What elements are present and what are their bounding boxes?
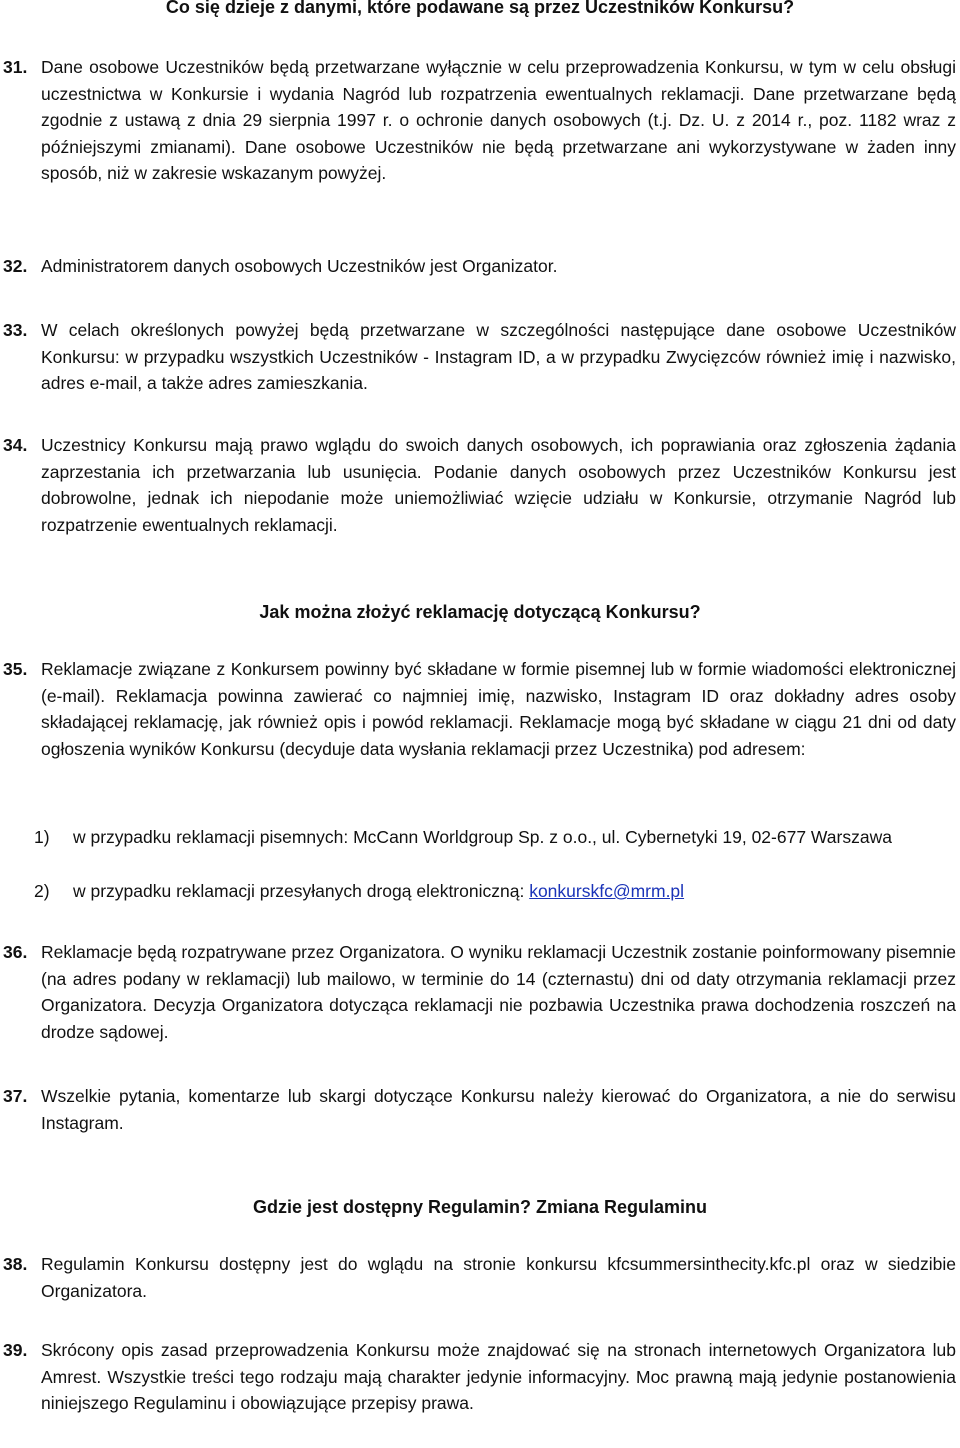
paragraph-number: 32. — [3, 256, 28, 276]
paragraph-35 — [0, 656, 956, 762]
list-text: w przypadku reklamacji przesyłanych drogą elektroniczną: — [73, 881, 530, 901]
paragraph-number: 34. — [3, 435, 28, 455]
list-number: 1) — [34, 827, 50, 847]
list-number: 2) — [34, 881, 50, 901]
paragraph-number: 37. — [3, 1086, 28, 1106]
list-item-2 — [0, 878, 956, 905]
paragraph-text: Wszelkie pytania, komentarze lub skargi dotyczące Konkursu należy kierować do Organizatora, a nie do serwisu Instagram. — [41, 1086, 956, 1133]
paragraph-text: Reklamacje związane z Konkursem powinny być składane w formie pisemnej lub w formie wiadomości elektronicznej (e-mail). Reklamacja powinna zawierać co najmniej imię, nazwisko, Instagram ID oraz dokładny adres osoby składającej reklamację, jak również opis i powód reklamacji. Reklamacje mogą być składane w ciągu 21 dni od daty ogłoszenia wyników Konkursu (decyduje data wysłania reklamacji przez Uczestnika) pod adresem: — [41, 659, 956, 759]
paragraph-number: 38. — [3, 1254, 28, 1274]
paragraph-31 — [0, 54, 956, 187]
list-item-1 — [0, 824, 956, 851]
paragraph-text: Regulamin Konkursu dostępny jest do wglądu na stronie konkursu kfcsummersinthecity.kfc.pl oraz w siedzibie Organizatora. — [41, 1254, 956, 1301]
paragraph-text: W celach określonych powyżej będą przetwarzane w szczególności następujące dane osobowe Uczestników Konkursu: w przypadku wszystkich Uczestników - Instagram ID, a w przypadku Zwycięzców również imię i nazwisko, adres e-mail, a także adres zamieszkania. — [41, 320, 956, 394]
email-link[interactable]: konkurskfc@mrm.pl — [529, 881, 685, 901]
paragraph-text: Reklamacje będą rozpatrywane przez Organizatora. O wyniku reklamacji Uczestnik zostanie poinformowany pisemnie (na adres podany w reklamacji) lub mailowo, w terminie do 14 (czternastu) dni od daty otrzymania reklamacji przez Organizatora. Decyzja Organizatora dotycząca reklamacji nie pozbawia Uczestnika prawa dochodzenia roszczeń na drodze sądowej. — [41, 942, 956, 1042]
paragraph-text: Skrócony opis zasad przeprowadzenia Konkursu może znajdować się na stronach internetowych Organizatora lub Amrest. Wszystkie treści tego rodzaju mają charakter jedynie informacyjny. Moc prawną mają jedynie postanowienia niniejszego Regulaminu i obowiązujące przepisy prawa. — [41, 1340, 956, 1414]
paragraph-37 — [0, 1083, 956, 1136]
section-heading-complaints: Jak można złożyć reklamację dotyczącą Konkursu? — [259, 602, 701, 622]
paragraph-32 — [0, 253, 956, 280]
section-heading-regulations: Gdzie jest dostępny Regulamin? Zmiana Regulaminu — [252, 1197, 708, 1217]
paragraph-39 — [0, 1337, 956, 1417]
list-text: w przypadku reklamacji pisemnych: McCann Worldgroup Sp. z o.o., ul. Cybernetyki 19, 02-677 Warszawa — [73, 827, 892, 847]
paragraph-34 — [0, 432, 956, 538]
paragraph-number: 39. — [3, 1340, 28, 1360]
paragraph-text: Administratorem danych osobowych Uczestników jest Organizator. — [41, 256, 558, 276]
paragraph-text: Uczestnicy Konkursu mają prawo wglądu do swoich danych osobowych, ich poprawiania oraz zgłoszenia żądania zaprzestania ich przetwarzania lub usunięcia. Podanie danych osobowych przez Uczestników Konkursu jest dobrowolne, jednak ich niepodanie może uniemożliwiać wzięcie udziału w Konkursie, otrzymanie Nagród lub rozpatrzenie ewentualnych reklamacji. — [41, 435, 956, 535]
paragraph-text: Dane osobowe Uczestników będą przetwarzane wyłącznie w celu przeprowadzenia Konkursu, w tym w celu obsługi uczestnictwa w Konkursie i wydania Nagród lub rozpatrzenia ewentualnych reklamacji. Dane przetwarzane będą zgodnie z ustawą z dnia 29 sierpnia 1997 r. o ochronie danych osobowych (t.j. Dz. U. z 2014 r., poz. 1182 wraz z późniejszymi zmianami). Dane osobowe Uczestników nie będą przetwarzane ani wykorzystywane w żaden inny sposób, niż w zakresie wskazanym powyżej. — [41, 57, 956, 184]
paragraph-38 — [0, 1251, 956, 1304]
paragraph-36 — [0, 939, 956, 1045]
paragraph-number: 33. — [3, 320, 28, 340]
paragraph-number: 31. — [3, 57, 28, 77]
paragraph-33 — [0, 317, 956, 397]
section-heading-data: Co się dzieje z danymi, które podawane są przez Uczestników Konkursu? — [165, 0, 795, 17]
paragraph-number: 36. — [3, 942, 28, 962]
paragraph-number: 35. — [3, 659, 28, 679]
